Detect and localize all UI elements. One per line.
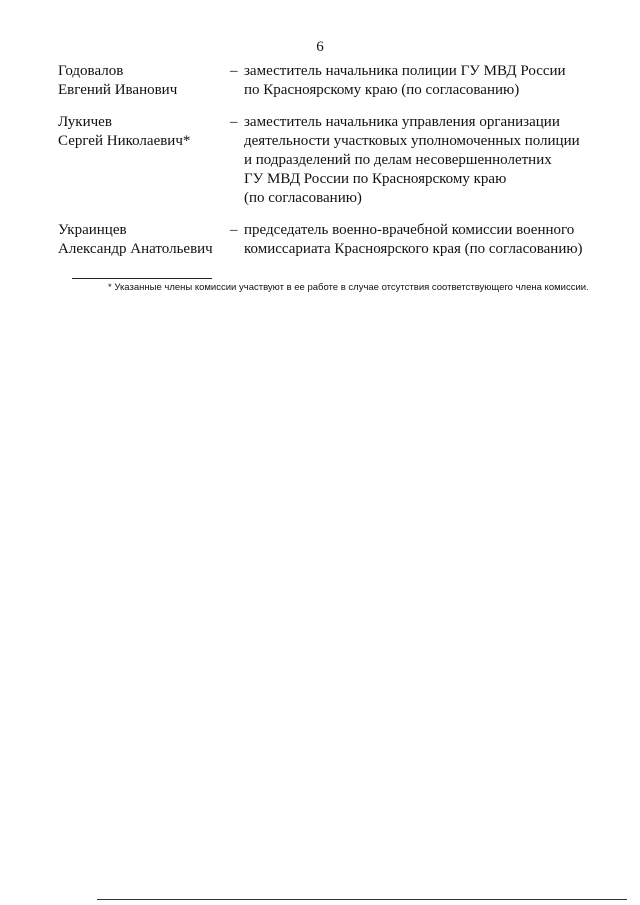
position-line: заместитель начальника полиции ГУ МВД России: [244, 63, 566, 79]
member-surname: Лукичев: [58, 114, 112, 130]
member-position: [230, 62, 598, 100]
footnote-separator-line: [72, 278, 212, 279]
commission-members-list: [58, 62, 598, 272]
dash-separator: –: [230, 63, 238, 79]
member-given-names: Александр Анатольевич: [58, 241, 213, 257]
member-position: [230, 113, 598, 208]
member-given-names: Евгений Иванович: [58, 82, 178, 98]
dash-separator: –: [230, 114, 238, 130]
member-surname: Украинцев: [58, 222, 127, 238]
position-line: (по согласованию): [244, 190, 362, 206]
member-surname: Годовалов: [58, 63, 124, 79]
member-entry: [58, 62, 598, 100]
page-number: 6: [316, 39, 324, 55]
position-line: по Красноярскому краю (по согласованию): [244, 82, 520, 98]
member-name: [58, 113, 230, 208]
position-line: председатель военно-врачебной комиссии военного: [244, 222, 575, 238]
position-text: [244, 221, 583, 259]
position-line: заместитель начальника управления организации: [244, 114, 560, 130]
page-bottom-line: [97, 899, 627, 900]
member-name: [58, 62, 230, 100]
member-entry: [58, 113, 598, 208]
member-name: [58, 221, 230, 259]
position-line: деятельности участковых уполномоченных полиции: [244, 133, 580, 149]
dash-separator: –: [230, 222, 238, 238]
position-text: [244, 113, 580, 208]
position-text: [244, 62, 566, 100]
position-line: ГУ МВД России по Красноярскому краю: [244, 171, 507, 187]
position-line: и подразделений по делам несовершеннолетних: [244, 152, 552, 168]
member-given-names: Сергей Николаевич*: [58, 133, 191, 149]
footnote: * Указанные члены комиссии участвуют в ее работе в случае отсутствия соответствующего члена комиссии.: [108, 282, 589, 293]
member-position: [230, 221, 598, 259]
position-line: комиссариата Красноярского края (по согласованию): [244, 241, 583, 257]
member-entry: [58, 221, 598, 259]
